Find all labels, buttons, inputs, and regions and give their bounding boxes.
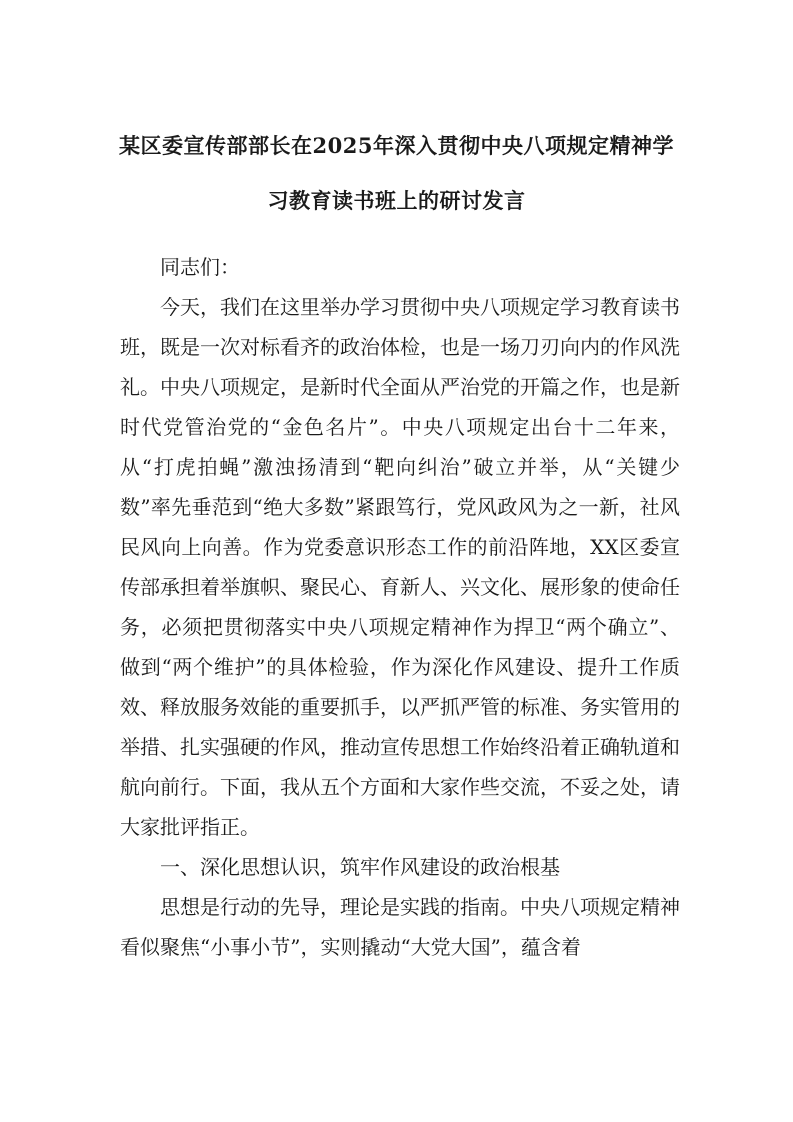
paragraph-section-1: 思想是行动的先导，理论是实践的指南。中央八项规定精神看似聚焦“小事小节”，实则撬动“大党大国”，蕴含着: [120, 895, 680, 959]
document-title-line-1: 某区委宣传部部长在2025年深入贯彻中央八项规定精神学: [119, 133, 674, 158]
salutation: 同志们：: [160, 255, 240, 279]
document-body: [120, 247, 680, 967]
document-title-line-2: 习教育读书班上的研讨发言: [267, 188, 526, 213]
paragraph-intro: 今天，我们在这里举办学习贯彻中央八项规定学习教育读书班，既是一次对标看齐的政治体检，也是一场刀刃向内的作风洗礼。中央八项规定，是新时代全面从严治党的开篇之作，也是新时代党管治党的“金色名片”。中央八项规定出台十二年来，从“打虎拍蝇”激浊扬清到“靶向纠治”破立并举，从“关键少数”率先垂范到“绝大多数”紧跟笃行，党风政风为之一新，社风民风向上向善。作为党委意识形态工作的前沿阵地，XX区委宣传部承担着举旗帜、聚民心、育新人、兴文化、展形象的使命任务，必须把贯彻落实中央八项规定精神作为捍卫“两个确立”、做到“两个维护”的具体检验，作为深化作风建设、提升工作质效、释放服务效能的重要抓手，以严抓严管的标准、务实管用的举措、扎实强硬的作风，推动宣传思想工作始终沿着正确轨道和航向前行。下面，我从五个方面和大家作些交流，不妥之处，请大家批评指正。: [120, 295, 680, 839]
section-heading-1: 一、深化思想认识，筑牢作风建设的政治根基: [160, 855, 560, 879]
